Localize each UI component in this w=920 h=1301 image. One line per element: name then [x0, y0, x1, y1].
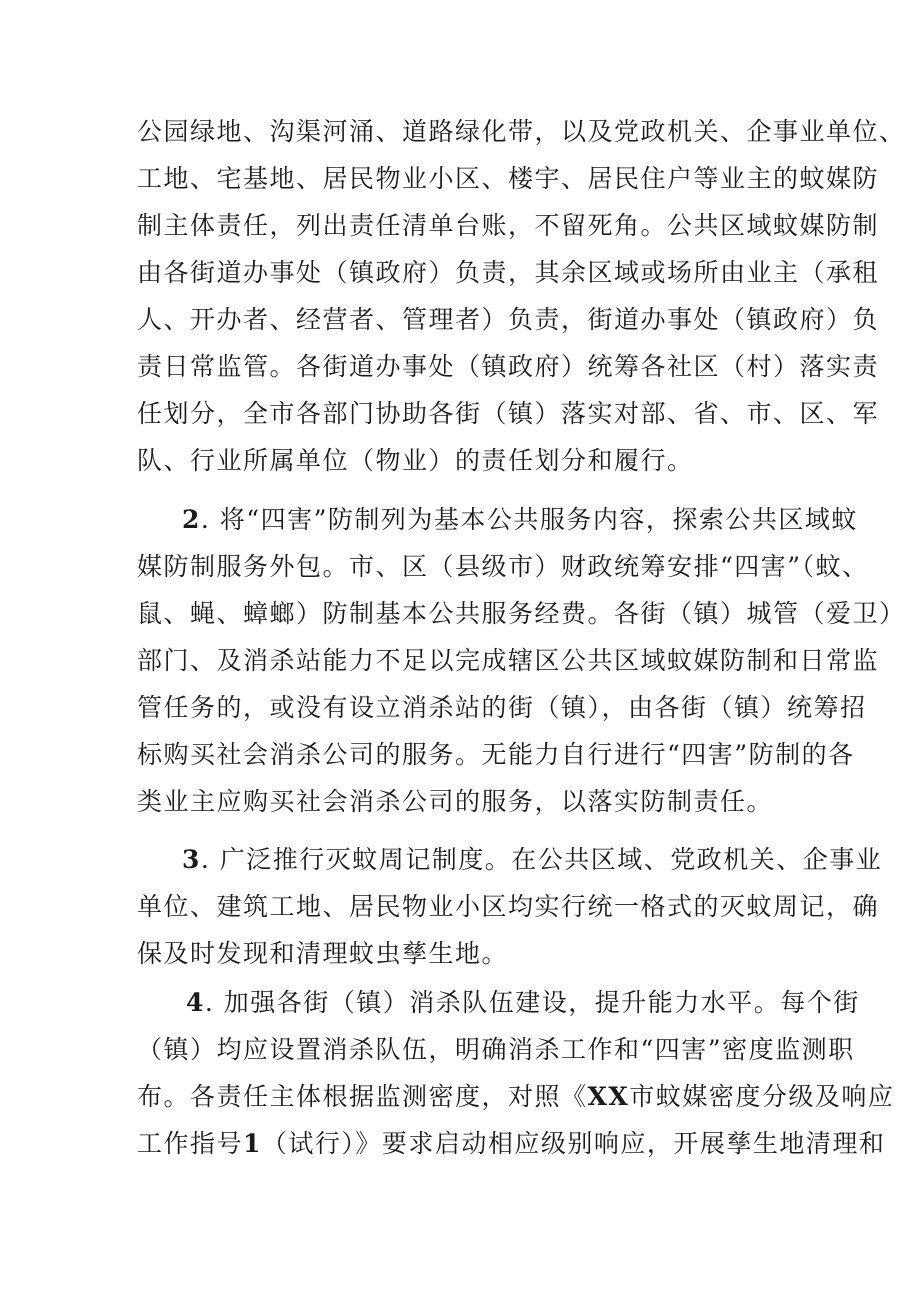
text-line [137, 1081, 920, 1113]
text-line: . 加强各街（镇）消杀队伍建设，提升能力水平。每个街 [204, 988, 860, 1017]
text-line: （镇）均应设置消杀队伍，明确消杀工作和“四害”密度监测职 [137, 1035, 855, 1064]
text-line: 任划分，全市各部门协助各街（镇）落实对部、省、市、区、军 [137, 399, 880, 428]
placeholder-xx: XX [587, 1082, 630, 1111]
text-line: 单位、建筑工地、居民物业小区均实行统一格式的灭蚊周记，确 [137, 892, 880, 921]
text-line: 鼠、蝇、蟑螂）防制基本公共服务经费。各街（镇）城管（爱卫） [137, 599, 906, 628]
number-one: 1 [243, 1129, 262, 1158]
text-line: 工地、宅基地、居民物业小区、楼宇、居民住户等业主的蚊媒防 [137, 164, 880, 193]
item-number: 4 [186, 988, 205, 1017]
text-line: 部门、及消杀站能力不足以完成辖区公共区域蚊媒防制和日常监 [137, 646, 880, 675]
text-line: . 将“四害”防制列为基本公共服务内容，探索公共区域蚊 [200, 505, 858, 534]
item-number: 3 [182, 845, 201, 874]
text-line: 类业主应购买社会消杀公司的服务，以落实防制责任。 [137, 787, 774, 816]
text-segment: 市蚊媒密度分级及响应 [629, 1082, 895, 1111]
text-line: 公园绿地、沟渠河涌、道路绿化带，以及党政机关、企事业单位、 [137, 117, 906, 146]
item-number: 2 [182, 505, 201, 534]
text-line: 由各街道办事处（镇政府）负责，其余区域或场所由业主（承租 [137, 258, 880, 287]
paragraph-first-line [186, 987, 920, 1019]
text-line: 媒防制服务外包。市、区（县级市）财政统筹安排“四害”（蚊、 [137, 552, 869, 581]
text-line: 制主体责任，列出责任清单台账，不留死角。公共区域蚊媒防制 [137, 211, 880, 240]
text-line: 人、开办者、经营者、管理者）负责，街道办事处（镇政府）负 [137, 305, 880, 334]
text-line: 责日常监管。各街道办事处（镇政府）统筹各社区（村）落实责 [137, 352, 880, 381]
text-line: . 广泛推行灭蚊周记制度。在公共区域、党政机关、企事业 [200, 845, 883, 874]
text-segment: 布。各责任主体根据监测密度，对照《 [137, 1082, 588, 1111]
text-line [137, 1128, 920, 1160]
text-line: 管任务的，或没有设立消杀站的街（镇），由各街（镇）统筹招 [137, 693, 867, 722]
paragraph-first-line [182, 504, 920, 536]
text-line: 队、行业所属单位（物业）的责任划分和履行。 [137, 446, 694, 475]
text-line: 标购买社会消杀公司的服务。无能力自行进行“四害”防制的各 [137, 740, 855, 769]
text-segment: 工作指号 [137, 1129, 244, 1158]
paragraph-first-line [182, 844, 920, 876]
text-line: 保及时发现和清理蚊虫孳生地。 [137, 939, 509, 968]
text-segment: （试行）》要求启动相应级别响应，开展孳生地清理和 [261, 1129, 886, 1158]
